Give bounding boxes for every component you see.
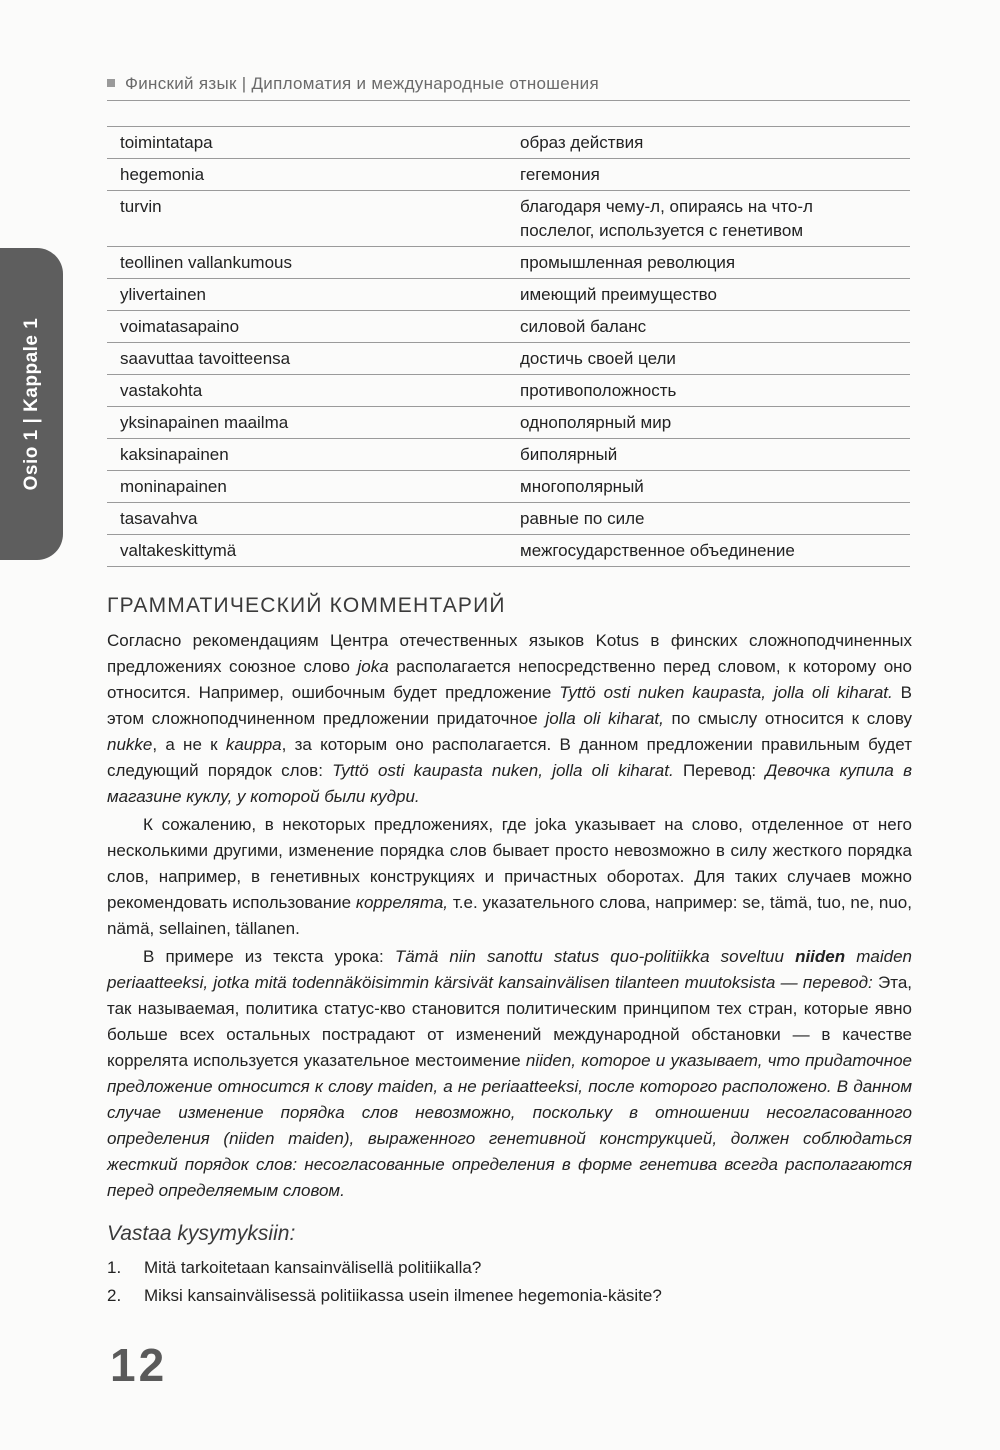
vocab-fi: tasavahva [107, 503, 520, 535]
question-number: 2. [107, 1286, 122, 1305]
grammar-paragraph-1 [107, 628, 912, 810]
vocab-ru-text: промышленная революция [520, 253, 736, 272]
vocab-ru [520, 535, 910, 567]
vocab-ru [520, 503, 910, 535]
vocab-ru [520, 375, 910, 407]
vocab-fi: valtakeskittymä [107, 535, 520, 567]
vocab-ru [520, 439, 910, 471]
table-row [107, 375, 910, 407]
vocab-ru [520, 407, 910, 439]
question-text: Miksi kansainvälisessä politiikassa usein ilmenee hegemonia-käsite? [144, 1286, 662, 1305]
questions-list [107, 1254, 662, 1310]
text-run: В этом сложноподчиненном предложении придаточное [107, 683, 912, 728]
grammar-paragraph-2 [107, 812, 912, 942]
vocab-ru [520, 343, 910, 375]
italic-run: Tyttö osti kaupasta nuken, jolla oli kiharat. [332, 761, 674, 780]
header-text: Финский язык | Дипломатия и международные отношения [125, 74, 599, 93]
italic-run: nukke [107, 735, 153, 754]
table-row [107, 407, 910, 439]
table-row [107, 311, 910, 343]
vocab-ru-text: многополярный [520, 477, 644, 496]
text-run: т.е. указательного слова, например: se, tämä, tuo, ne, nuo, nämä, sellainen, tällanen. [107, 893, 912, 938]
table-row [107, 279, 910, 311]
table-row [107, 343, 910, 375]
table-row [107, 535, 910, 567]
vocab-fi: moninapainen [107, 471, 520, 503]
vocab-fi: vastakohta [107, 375, 520, 407]
vocab-ru-note: послелог, используется с генетивом [520, 221, 804, 240]
vocab-ru-text: достичь своей цели [520, 349, 676, 368]
bold-italic-run: niiden [795, 947, 846, 966]
list-item [107, 1254, 662, 1282]
side-tab-label: Osio 1 | Kappale 1 [20, 317, 42, 491]
vocab-ru-text: противоположность [520, 381, 677, 400]
vocabulary-table [107, 126, 910, 567]
vocab-ru-text: образ действия [520, 133, 644, 152]
vocab-fi: teollinen vallankumous [107, 247, 520, 279]
vocab-fi: hegemonia [107, 159, 520, 191]
vocab-ru-text: благодаря чему-л, опираясь на что-л [520, 197, 813, 216]
vocab-ru-text: силовой баланс [520, 317, 647, 336]
text-run: Согласно рекомендациям Центра отечественных языков Kotus в финских сложноподчиненных предложениях союзное слово [107, 631, 912, 676]
vocab-fi: toimintatapa [107, 127, 520, 159]
italic-run: joka [357, 657, 389, 676]
vocab-fi: turvin [107, 191, 520, 247]
text-run: Перевод: [673, 761, 766, 780]
text-run: , а не к [152, 735, 226, 754]
vocab-ru-text: имеющий преимущество [520, 285, 717, 304]
table-row [107, 127, 910, 159]
vocab-ru [520, 279, 910, 311]
vocab-ru [520, 471, 910, 503]
vocab-ru-text: гегемония [520, 165, 600, 184]
vocab-ru [520, 247, 910, 279]
page-number: 12 [110, 1339, 168, 1391]
text-run: располагается непосредственно перед словом, к которому оно относится. Например, ошибочным будет предложение [107, 657, 913, 702]
vocab-ru-text: межгосударственное объединение [520, 541, 795, 560]
vocab-ru-text: биполярный [520, 445, 618, 464]
table-row [107, 439, 910, 471]
vocab-ru [520, 127, 910, 159]
text-run: Эта, так называемая, политика статус-кво становится политическим принципом тех стран, которые явно больше всех остальных пострадают от изменений международной обстановки — в качестве коррелята используется указательное местоимение [107, 973, 912, 1070]
list-item [107, 1282, 662, 1310]
vocab-fi: voimatasapaino [107, 311, 520, 343]
italic-run: kauppa [225, 735, 282, 754]
italic-run: maiden periaatteeksi, jotka mitä todennäköisimmin kärsivät kansainvälisen tilanteen muutoksista — перевод: [107, 947, 912, 992]
italic-run: Tyttö osti nuken kaupasta, jolla oli kiharat. [559, 683, 893, 702]
table-row [107, 247, 910, 279]
grammar-comment [107, 628, 912, 1206]
vocab-fi: saavuttaa tavoitteensa [107, 343, 520, 375]
italic-run: Tämä niin sanottu status quo-politiikka soveltuu [394, 947, 796, 966]
header-square-icon [107, 79, 115, 87]
grammar-paragraph-3 [107, 944, 912, 1204]
vocab-ru [520, 191, 910, 247]
vocab-ru [520, 311, 910, 343]
table-row [107, 503, 910, 535]
italic-run: niiden, которое и указывает, что придаточное предложение относится к слову maiden, а не periaatteeksi, после которого расположено. В данном случае изменение порядка слов невозможно, поскольку в отношении несогласованного определения (niiden maiden), выраженного генетивной конструкцией, должен соблюдаться жесткий порядок слов: несогласованные определения в форме генетива всегда располагаются перед определяемым словом. [107, 1051, 912, 1200]
text-run: по смыслу относится к слову [663, 709, 912, 728]
vocab-fi: kaksinapainen [107, 439, 520, 471]
vocab-fi: ylivertainen [107, 279, 520, 311]
italic-run: коррелята, [355, 893, 449, 912]
question-text: Mitä tarkoitetaan kansainvälisellä politiikalla? [144, 1258, 482, 1277]
text-run: К сожалению, в некоторых предложениях, где joka указывает на слово, отделенное от него несколькими другими, изменение порядка слов бывает просто невозможно в силу жесткого порядка слов, например, в генетивных конструкциях и причастных оборотах. Для таких случаев можно рекомендовать использование [107, 815, 912, 912]
italic-run: Девочка купила в магазине куклу, у которой были кудри. [107, 761, 913, 806]
vocab-fi: yksinapainen maailma [107, 407, 520, 439]
vocab-ru-text: однополярный мир [520, 413, 672, 432]
running-header [107, 74, 910, 101]
vocab-ru [520, 159, 910, 191]
question-number: 1. [107, 1258, 122, 1277]
text-run: В примере из текста урока: [143, 947, 395, 966]
table-row [107, 471, 910, 503]
questions-heading: Vastaa kysymyksiin: [107, 1222, 296, 1245]
vocab-ru-text: равные по силе [520, 509, 645, 528]
table-row [107, 159, 910, 191]
italic-run: jolla oli kiharat, [545, 709, 664, 728]
grammar-heading: ГРАММАТИЧЕСКИЙ КОММЕНТАРИЙ [107, 594, 506, 617]
chapter-side-tab [0, 248, 63, 560]
text-run: , за которым оно располагается. В данном предложении правильным будет следующий порядок слов: [107, 735, 912, 780]
table-row [107, 191, 910, 247]
